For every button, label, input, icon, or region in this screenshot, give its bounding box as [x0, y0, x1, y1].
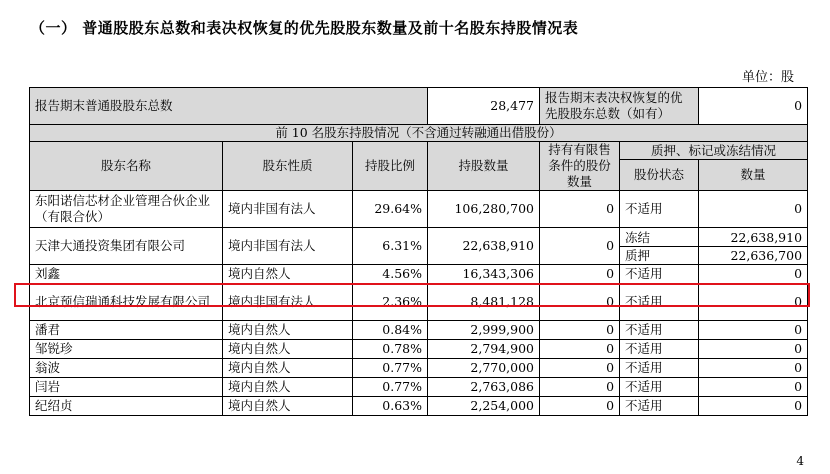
restricted-qty: 0: [540, 191, 620, 228]
shareholder-nature: 境内自然人: [223, 359, 353, 378]
header-pledge-qty: 数量: [699, 160, 808, 191]
page-title: （一） 普通股股东总数和表决权恢复的优先股股东数量及前十名股东持股情况表: [30, 19, 579, 37]
shareholder-nature: 境内自然人: [223, 340, 353, 359]
restricted-qty: 0: [540, 228, 620, 265]
shareholder-table: [29, 87, 808, 416]
page-number: 4: [796, 454, 804, 468]
pledge-status: 不适用: [620, 284, 699, 321]
share-ratio: 2.36%: [353, 284, 428, 321]
shareholder-nature: 境内自然人: [223, 378, 353, 397]
pledge-status: 不适用: [620, 359, 699, 378]
pledge-qty: 0: [699, 340, 808, 359]
pledge-status: 不适用: [620, 397, 699, 416]
restricted-qty: 0: [540, 359, 620, 378]
share-ratio: 0.77%: [353, 378, 428, 397]
header-ratio: 持股比例: [353, 142, 428, 191]
header-nature: 股东性质: [223, 142, 353, 191]
header-pledge-status: 股份状态: [620, 160, 699, 191]
header-row-1: [30, 142, 808, 160]
table-row: [30, 378, 808, 397]
shareholder-nature: 境内非国有法人: [223, 191, 353, 228]
share-qty: 2,763,086: [428, 378, 540, 397]
share-qty: 2,794,900: [428, 340, 540, 359]
pledge-qty: 0: [699, 265, 808, 284]
shareholder-nature: 境内自然人: [223, 321, 353, 340]
header-name: 股东名称: [30, 142, 223, 191]
total-holders-label: 报告期末普通股股东总数: [30, 88, 428, 125]
restricted-qty: 0: [540, 340, 620, 359]
pledge-status: 不适用: [620, 378, 699, 397]
share-ratio: 0.63%: [353, 397, 428, 416]
header-restricted: 持有有限售条件的股份数量: [540, 142, 620, 191]
table-row: [30, 228, 808, 265]
share-qty: 16,343,306: [428, 265, 540, 284]
pledge-qty-split: [699, 228, 808, 265]
table-row: [30, 340, 808, 359]
restricted-qty: 0: [540, 265, 620, 284]
pledge-status: 冻结: [625, 229, 651, 245]
section-title: 前 10 名股东持股情况（不含通过转融通出借股份）: [30, 125, 808, 142]
shareholder-name: 邹锐珍: [30, 340, 223, 359]
pledge-status: 不适用: [620, 265, 699, 284]
shareholder-name: 闫岩: [30, 378, 223, 397]
table-row: [30, 321, 808, 340]
shareholder-nature: 境内自然人: [223, 397, 353, 416]
unit-label: 单位：股: [741, 70, 794, 85]
pledge-qty-2: 22,636,700: [699, 246, 807, 264]
share-qty: 106,280,700: [428, 191, 540, 228]
pledge-status-split: [620, 228, 699, 265]
shareholder-name: 潘君: [30, 321, 223, 340]
pledge-status: 不适用: [620, 191, 699, 228]
total-holders-value: 28,477: [428, 88, 540, 125]
table-row: [30, 284, 808, 321]
pledge-status: 不适用: [620, 340, 699, 359]
shareholder-nature: 境内非国有法人: [223, 284, 353, 321]
pledge-status-2: 质押: [620, 246, 698, 264]
section-title-row: [30, 125, 808, 142]
table-row: [30, 359, 808, 378]
restricted-qty: 0: [540, 284, 620, 321]
share-qty: 2,254,000: [428, 397, 540, 416]
shareholder-name: 刘鑫: [30, 265, 223, 284]
share-ratio: 0.78%: [353, 340, 428, 359]
restricted-qty: 0: [540, 397, 620, 416]
pledge-qty: 22,638,910: [730, 229, 803, 245]
pref-holders-value: 0: [699, 88, 808, 125]
header-qty: 持股数量: [428, 142, 540, 191]
summary-row: [30, 88, 808, 125]
pledge-qty: 0: [699, 397, 808, 416]
table-row: [30, 191, 808, 228]
share-ratio: 0.77%: [353, 359, 428, 378]
pledge-qty: 0: [699, 359, 808, 378]
table-row: [30, 397, 808, 416]
shareholder-name: 东阳诺信芯材企业管理合伙企业（有限合伙）: [30, 191, 223, 228]
pledge-qty: 0: [699, 321, 808, 340]
header-pledge-group: 质押、标记或冻结情况: [620, 142, 808, 160]
share-qty: 22,638,910: [428, 228, 540, 265]
shareholder-name: 纪绍贞: [30, 397, 223, 416]
share-qty: 8,481,128: [428, 284, 540, 321]
pledge-status: 不适用: [620, 321, 699, 340]
share-ratio: 4.56%: [353, 265, 428, 284]
shareholder-name: 天津大通投资集团有限公司: [30, 228, 223, 265]
shareholder-nature: 境内自然人: [223, 265, 353, 284]
pledge-qty: 0: [699, 191, 808, 228]
restricted-qty: 0: [540, 321, 620, 340]
shareholder-name: 翁波: [30, 359, 223, 378]
pref-holders-label: 报告期末表决权恢复的优先股股东总数（如有）: [540, 88, 699, 125]
share-ratio: 29.64%: [353, 191, 428, 228]
shareholder-name: 北京预信瑞通科技发展有限公司: [30, 284, 223, 321]
shareholder-nature: 境内非国有法人: [223, 228, 353, 265]
pledge-qty: 0: [699, 284, 808, 321]
restricted-qty: 0: [540, 378, 620, 397]
share-qty: 2,770,000: [428, 359, 540, 378]
table-row: [30, 265, 808, 284]
share-qty: 2,999,900: [428, 321, 540, 340]
share-ratio: 0.84%: [353, 321, 428, 340]
pledge-qty: 0: [699, 378, 808, 397]
share-ratio: 6.31%: [353, 228, 428, 265]
